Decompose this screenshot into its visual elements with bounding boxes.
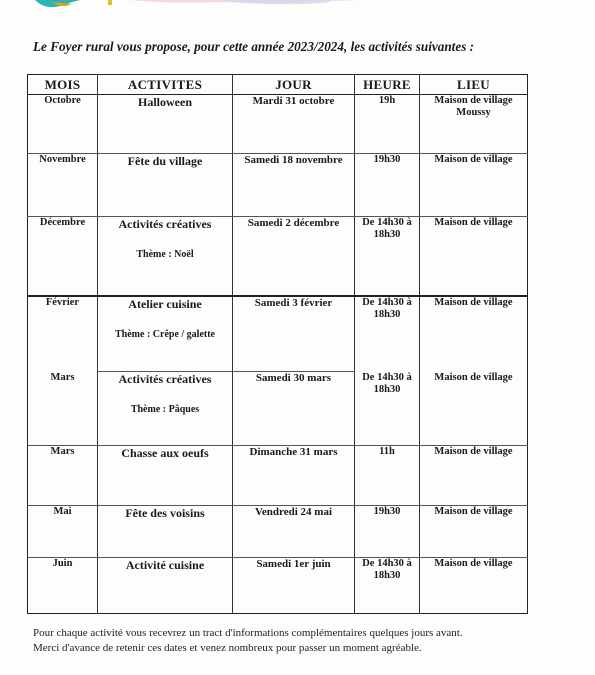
cell-lieu: Maison de village	[420, 558, 528, 614]
cell-heure: 19h30	[355, 506, 420, 558]
cell-jour: Samedi 2 décembre	[233, 217, 355, 296]
footer-note	[33, 626, 573, 656]
cell-activite	[98, 296, 233, 372]
cell-activite	[98, 217, 233, 296]
cell-activite	[98, 154, 233, 217]
cell-jour: Dimanche 31 mars	[233, 446, 355, 506]
cell-lieu: Maison de village	[420, 296, 528, 372]
activity-name: Activités créatives	[118, 217, 212, 231]
cell-jour: Mardi 31 octobre	[233, 95, 355, 154]
activity-name: Activité cuisine	[125, 558, 205, 572]
activity-name: Fête du village	[127, 154, 203, 168]
activity-theme: Thème : Pâques	[130, 404, 200, 415]
cell-jour: Samedi 1er juin	[233, 558, 355, 614]
cell-activite	[98, 506, 233, 558]
cell-heure: De 14h30 à 18h30	[355, 296, 420, 372]
table-header-row	[28, 75, 528, 95]
cell-jour: Samedi 3 février	[233, 296, 355, 372]
table-row	[28, 558, 528, 614]
cell-lieu: Maison de village	[420, 217, 528, 296]
cell-activite	[98, 446, 233, 506]
table-row	[28, 217, 528, 296]
table-row	[28, 372, 528, 446]
activity-name: Activités créatives	[118, 372, 212, 386]
cell-lieu: Maison de village Moussy	[420, 95, 528, 154]
intro-text: Le Foyer rural vous propose, pour cette année 2023/2024, les activités suivantes :	[33, 39, 475, 54]
footer-line-2: Merci d'avance de retenir ces dates et venez nombreux pour passer un moment agréable.	[33, 642, 422, 654]
cell-lieu: Maison de village	[420, 506, 528, 558]
cell-lieu: Maison de village	[420, 372, 528, 446]
cell-activite	[98, 372, 233, 446]
cell-mois: Décembre	[28, 217, 98, 296]
cell-heure: 19h30	[355, 154, 420, 217]
cell-jour: Samedi 30 mars	[233, 372, 355, 446]
cell-heure: 11h	[355, 446, 420, 506]
table-row	[28, 446, 528, 506]
cell-heure: De 14h30 à 18h30	[355, 558, 420, 614]
table-row	[28, 154, 528, 217]
cell-lieu: Maison de village	[420, 446, 528, 506]
cell-lieu: Maison de village	[420, 154, 528, 217]
cell-mois: Mai	[28, 506, 98, 558]
cell-mois: Mars	[28, 372, 98, 446]
activity-theme: Thème : Noël	[136, 249, 194, 260]
table-row	[28, 95, 528, 154]
cell-mois: Mars	[28, 446, 98, 506]
table-row	[28, 506, 528, 558]
column-header-activites: ACTIVITES	[98, 75, 233, 95]
cell-jour: Samedi 18 novembre	[233, 154, 355, 217]
cell-heure: De 14h30 à 18h30	[355, 217, 420, 296]
decorative-banner-fragment	[0, 0, 595, 14]
cell-activite	[98, 558, 233, 614]
cell-activite	[98, 95, 233, 154]
activity-name: Halloween	[138, 95, 192, 109]
cell-jour: Vendredi 24 mai	[233, 506, 355, 558]
cell-mois: Octobre	[28, 95, 98, 154]
column-header-lieu: LIEU	[420, 75, 528, 95]
cell-mois: Novembre	[28, 154, 98, 217]
cell-mois: Juin	[28, 558, 98, 614]
column-header-heure: HEURE	[355, 75, 420, 95]
cell-heure: De 14h30 à 18h30	[355, 372, 420, 446]
footer-line-1: Pour chaque activité vous recevrez un tract d'informations complémentaires quelques jours avant.	[33, 627, 463, 639]
column-header-jour: JOUR	[233, 75, 355, 95]
cell-mois: Février	[45, 296, 80, 308]
activity-name: Fête des voisins	[125, 506, 205, 520]
column-header-mois: MOIS	[28, 75, 98, 95]
activities-schedule-table	[27, 74, 528, 614]
activity-name: Chasse aux oeufs	[121, 446, 209, 460]
activity-name: Atelier cuisine	[128, 296, 202, 311]
cell-heure: 19h	[355, 95, 420, 154]
activity-theme: Thème : Crêpe / galette	[115, 328, 215, 340]
table-row	[28, 296, 528, 372]
